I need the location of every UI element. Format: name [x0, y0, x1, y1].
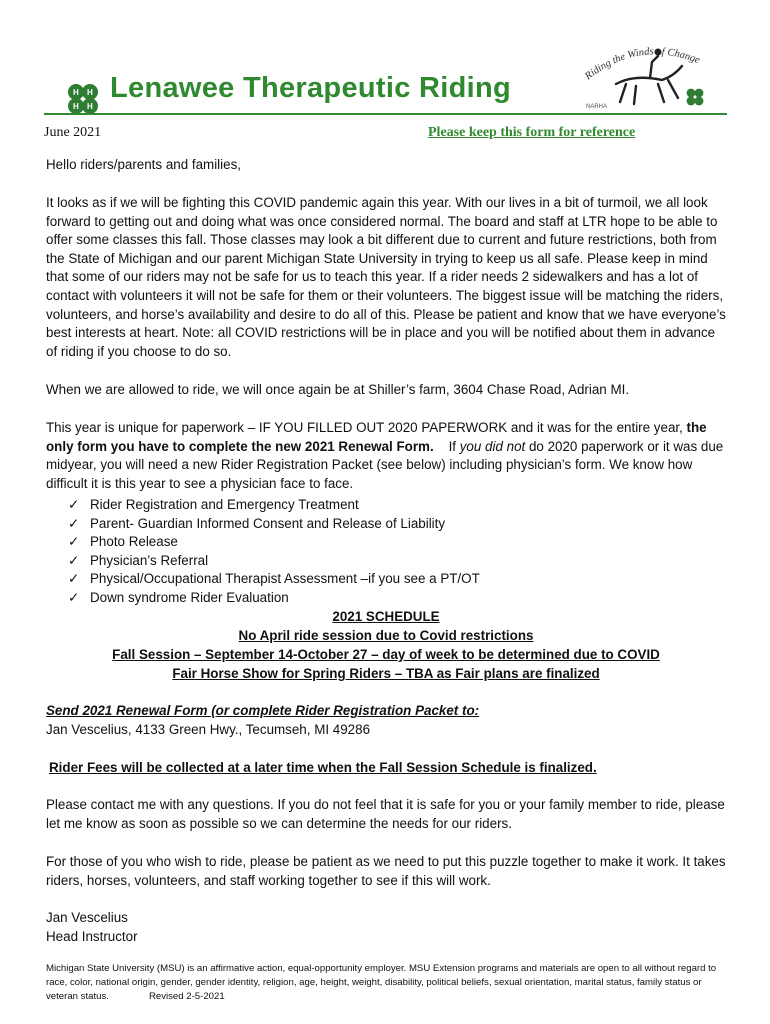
schedule-line: No April ride session due to Covid restrictions	[238, 628, 534, 643]
schedule-line: Fall Session – September 14-October 27 – day of week to be determined due to COVID	[112, 647, 660, 662]
svg-text:H: H	[87, 102, 93, 111]
check-icon: ✓	[68, 589, 80, 605]
svg-text:H: H	[87, 88, 93, 97]
checklist-item: ✓ Rider Registration and Emergency Treatment	[68, 496, 726, 515]
keep-form-note: Please keep this form for reference	[428, 125, 636, 140]
fees-note: Rider Fees will be collected at a later time when the Fall Session Schedule is finalized.	[49, 760, 597, 775]
logo-small-text: NARHA	[586, 104, 608, 110]
checklist-item: ✓ Down syndrome Rider Evaluation	[68, 589, 726, 608]
paperwork-text-c: If	[433, 438, 460, 454]
horse-rider-logo-icon	[578, 40, 728, 112]
footer-disclaimer	[46, 962, 726, 1004]
checklist-item: ✓ Physical/Occupational Therapist Assessment –if you see a PT/OT	[68, 570, 726, 589]
paperwork-paragraph	[46, 419, 726, 493]
greeting: Hello riders/parents and families,	[46, 157, 241, 172]
checklist-item: ✓ Photo Release	[68, 533, 726, 552]
closing-paragraph: For those of you who wish to ride, please be patient as we need to put this puzzle together to make it work. It takes riders, horses, volunteers, and staff working together to see if this will work.	[46, 854, 726, 888]
letter-date: June 2021	[44, 125, 102, 140]
check-icon: ✓	[68, 534, 80, 550]
check-icon: ✓	[68, 552, 80, 568]
header-divider	[44, 113, 727, 115]
org-title: Lenawee Therapeutic Riding	[110, 72, 511, 104]
send-address: Jan Vescelius, 4133 Green Hwy., Tecumseh, MI 49286	[46, 722, 371, 737]
footer-text: Michigan State University (MSU) is an affirmative action, equal-opportunity employer. MSU Extension programs and materials are open to all without regard to race, color, national origin, gender, gender identity, religion, age, height, weight, disability, political beliefs, sexual orientation, marital status, family status or veteran status.	[46, 963, 717, 1002]
checklist-item: ✓ Parent- Guardian Informed Consent and Release of Liability	[68, 515, 726, 534]
location-paragraph: When we are allowed to ride, we will once again be at Shiller’s farm, 3604 Chase Road, Adrian MI.	[46, 382, 630, 397]
schedule-line: Fair Horse Show for Spring Riders – TBA as Fair plans are finalized	[172, 666, 600, 681]
form-checklist	[46, 496, 726, 608]
logo-tagline: Riding the Winds f Change	[583, 46, 702, 83]
checklist-item: ✓ Physician’s Referral	[68, 552, 726, 571]
svg-text:H: H	[73, 102, 79, 111]
check-icon: ✓	[68, 497, 80, 512]
intro-paragraph: It looks as if we will be fighting this COVID pandemic again this year. With our lives in a bit of turmoil, we all look forward to getting out and doing what was once considered normal. The board and staff at LTR hope to be able to offer some classes this fall. Those classes may look a bit different due to current and future restrictions, both from the State of Michigan and our parent Michigan State University in trying to keep us all safe. Please keep in mind that some of our riders may not be safe for us to teach this year. If a rider needs 2 sidewalkers and has a lot of contact with volunteers it will not be safe for them or their volunteers. The biggest issue will be matching the riders, volunteers, and horse’s availability and desire to do all of this. Please be patient and know that we have everyone’s best interests at heart. Note: all COVID restrictions will be in place and you will be notified about them in advance of riding if you choose to do so.	[46, 195, 726, 359]
revised-date: Revised 2-5-2021	[148, 991, 225, 1002]
svg-text:H: H	[73, 88, 79, 97]
signer-title: Head Instructor	[46, 929, 138, 944]
paperwork-text-bold: the only form you have to complete the new 2021 Renewal Form.	[46, 420, 707, 454]
paperwork-text-italic: you did not	[459, 438, 526, 454]
schedule-heading: 2021 SCHEDULE	[332, 609, 440, 624]
contact-paragraph: Please contact me with any questions. If you do not feel that it is safe for you or your family member to ride, please let me know as soon as possible so we can determine the needs for our riders.	[46, 797, 725, 831]
paperwork-text-a: This year is unique for paperwork – IF YOU FILLED OUT 2020 PAPERWORK and it was for the entire year,	[46, 420, 687, 435]
paperwork-text-e: do 2020 paperwork or it was due midyear, you will need a new Rider Registration Packet (see below) including physician’s form. We know how difficult it is this year to see a physician face to face.	[46, 438, 724, 491]
signer-name: Jan Vescelius	[46, 910, 128, 925]
send-heading: Send 2021 Renewal Form (or complete Rider Registration Packet to:	[46, 703, 480, 718]
check-icon: ✓	[68, 571, 80, 587]
check-icon: ✓	[68, 515, 80, 531]
